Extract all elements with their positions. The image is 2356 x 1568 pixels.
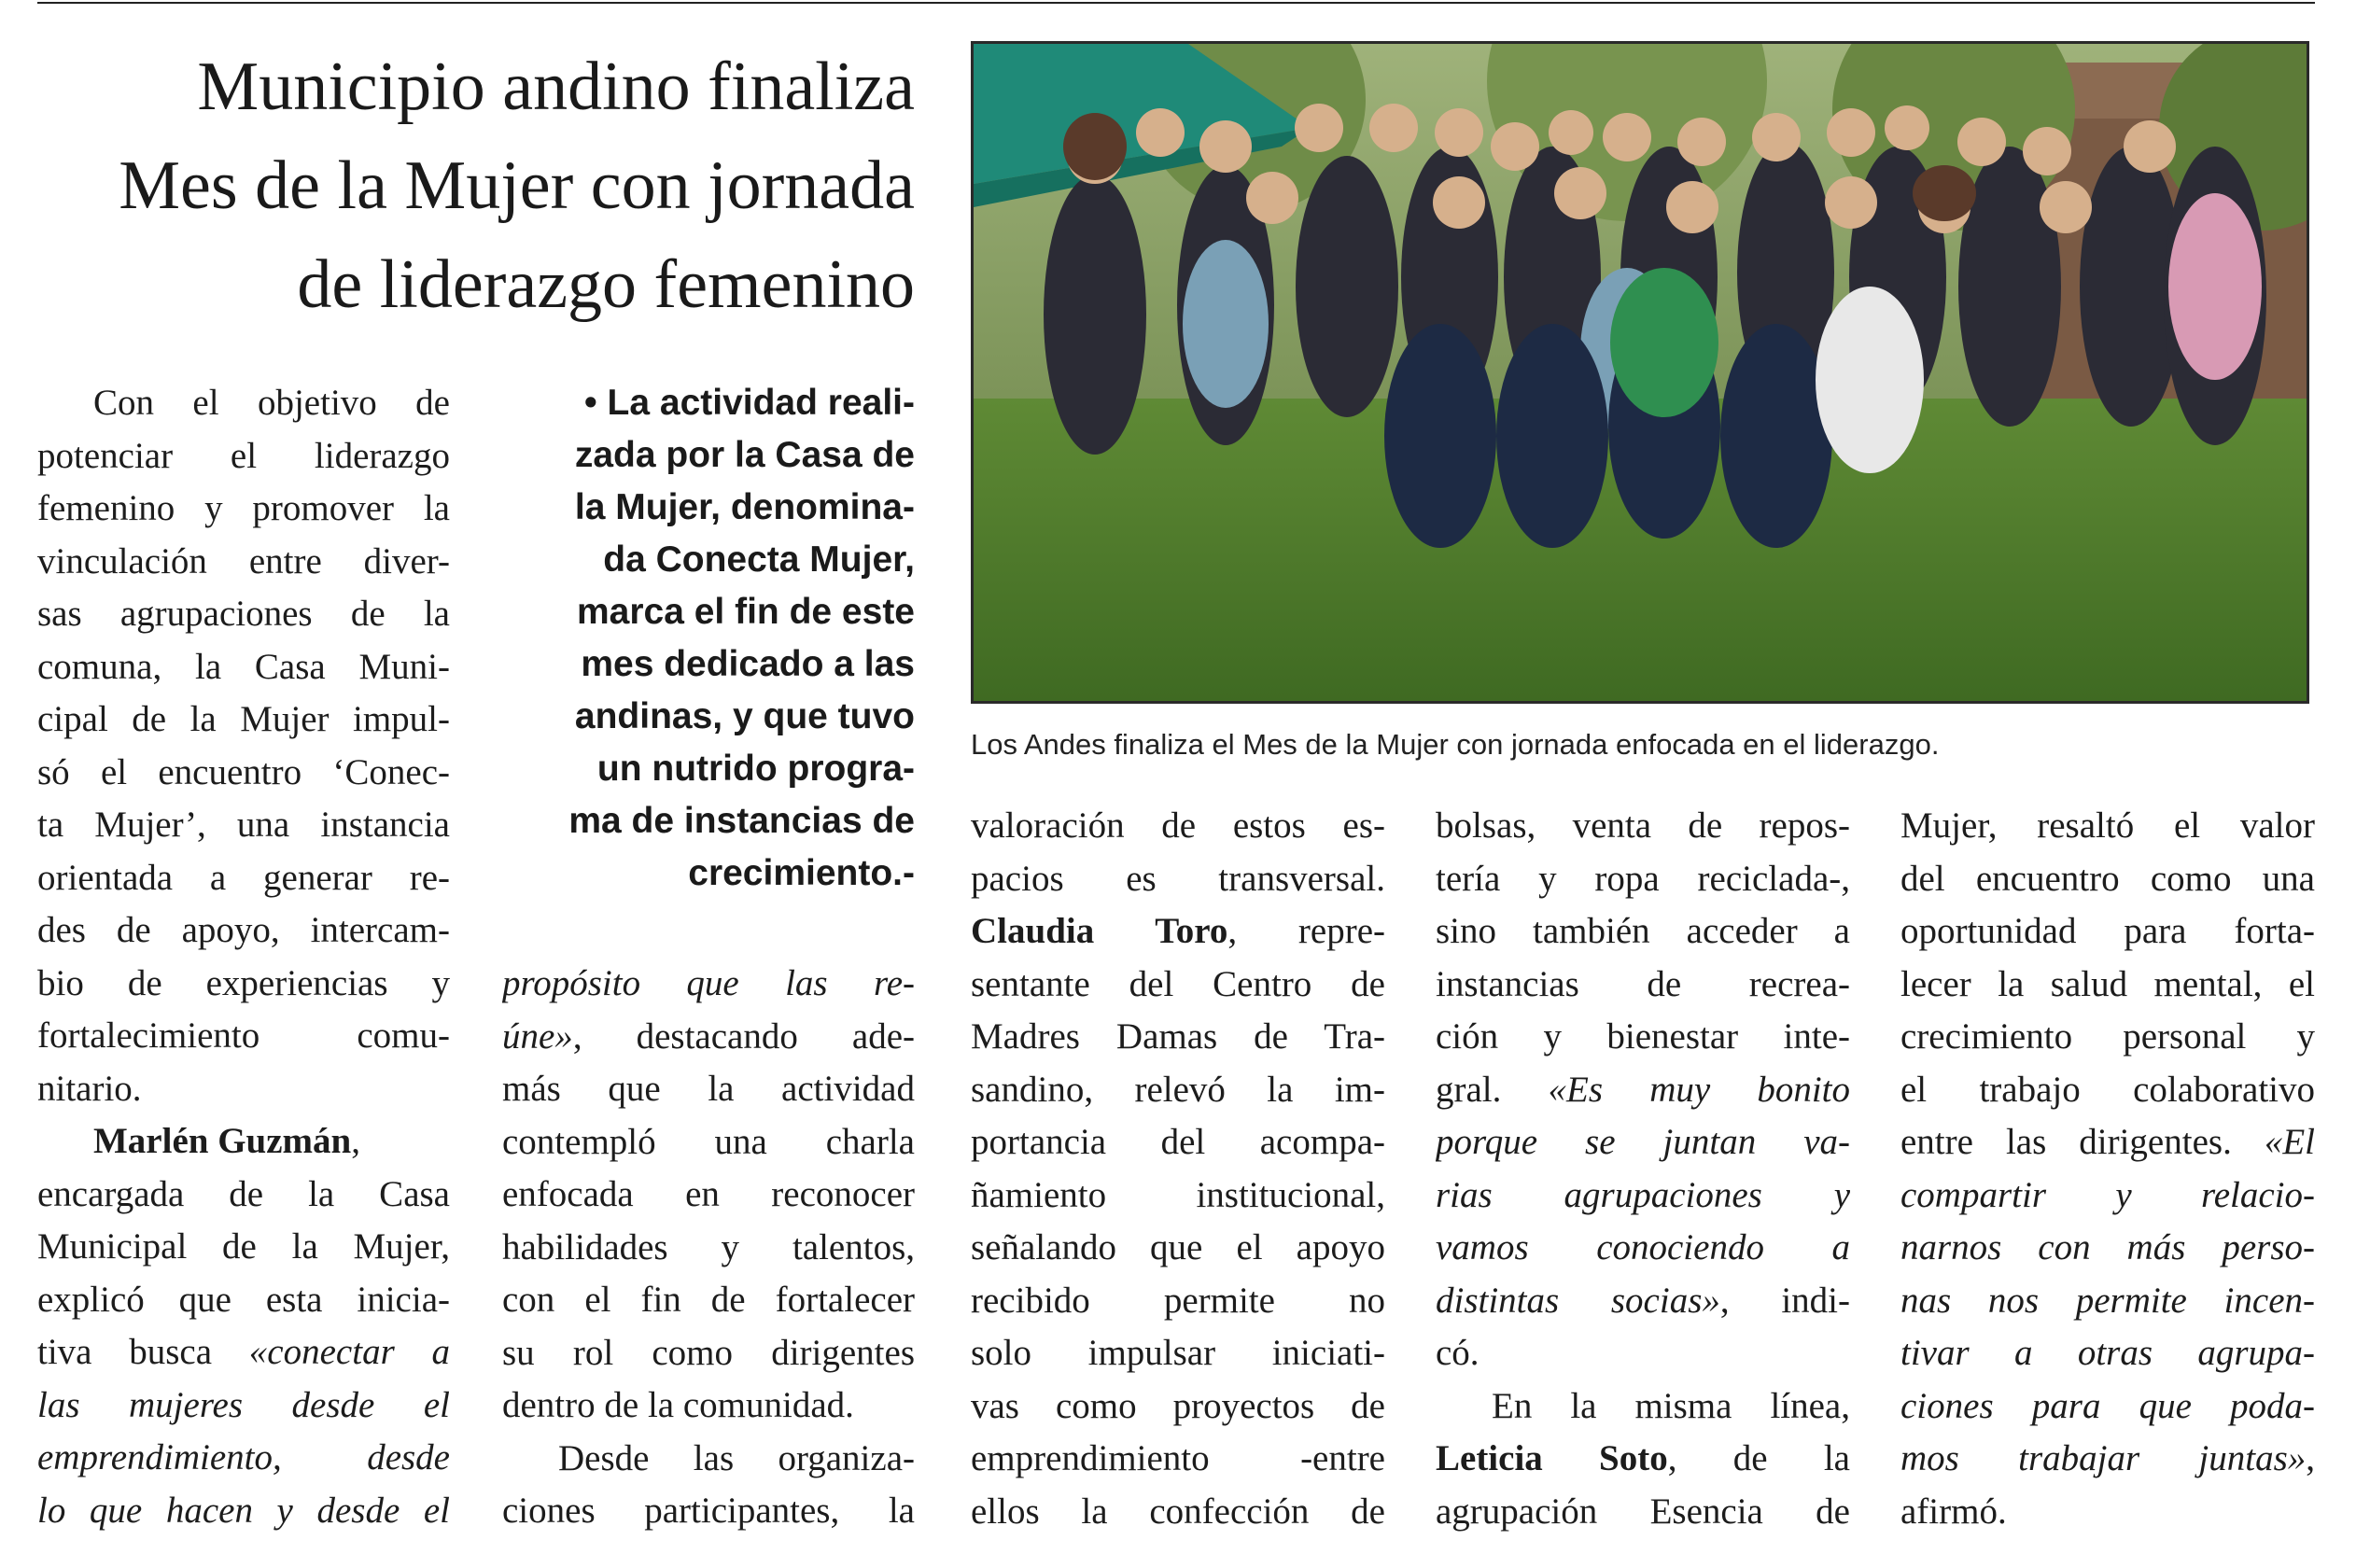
text-line: habilidades y talentos, <box>502 1226 915 1267</box>
pull-quote-line: zada por la Casa de <box>574 435 915 475</box>
text-line: lecer la salud mental, el <box>1900 963 2315 1004</box>
headline-line: Municipio andino finaliza <box>197 49 915 125</box>
pull-quote-line: andinas, y que tuvo <box>574 696 915 736</box>
headline <box>37 37 915 334</box>
text-line: instancias de recrea- <box>1436 963 1850 1004</box>
text-line: lo que hacen y desde el <box>37 1490 450 1531</box>
text-line: del encuentro como una <box>1900 858 2315 899</box>
text-line: tería y ropa reciclada-, <box>1436 858 1850 899</box>
text-line: enfocada en reconocer <box>502 1174 915 1214</box>
text-line: contempló una charla <box>502 1121 915 1162</box>
text-line: narnos con más perso- <box>1900 1227 2315 1267</box>
pull-quote-line: • La actividad reali- <box>584 383 915 423</box>
person-name: Marlén Guzmán <box>93 1121 352 1161</box>
photo-caption: Los Andes finaliza el Mes de la Mujer con jornada enfocada en el liderazgo. <box>971 728 1940 761</box>
text-line: tivar a otras agrupa- <box>1900 1333 2315 1373</box>
article-column-4 <box>1436 800 1850 1538</box>
text-line: Claudia Toro, repre- <box>971 911 1385 951</box>
pull-quote-line: ma de instancias de <box>568 801 915 841</box>
text-line: oportunidad para forta- <box>1900 911 2315 951</box>
top-rule <box>37 2 2315 4</box>
article-column-5 <box>1900 800 2315 1538</box>
text-line: emprendimiento -entre <box>971 1438 1385 1478</box>
text-line: vinculación entre diver- <box>37 540 450 581</box>
text-line: rias agrupaciones y <box>1436 1174 1850 1215</box>
person-name: Leticia Soto <box>1436 1438 1668 1478</box>
text-line: explicó que esta inicia- <box>37 1279 450 1320</box>
text-line: potenciar el liderazgo <box>37 435 450 476</box>
text-line: nitario. <box>37 1068 142 1109</box>
person-name: Claudia Toro <box>971 911 1228 951</box>
text-line: Municipal de la Mujer, <box>37 1226 450 1267</box>
group-photo-illustration <box>974 44 2307 701</box>
text-line: con el fin de fortalecer <box>502 1280 915 1320</box>
article-column-1 <box>37 377 450 1537</box>
text-line: porque se juntan va- <box>1436 1122 1850 1162</box>
text-line: En la misma línea, <box>1492 1385 1850 1426</box>
pull-quote-line: un nutrido progra- <box>596 749 915 789</box>
text-line: des de apoyo, intercam- <box>37 910 450 950</box>
text-line: Mujer, resaltó el valor <box>1900 805 2315 846</box>
text-line: ta Mujer’, una instancia <box>37 805 450 845</box>
article-column-3 <box>971 800 1385 1538</box>
text-line: Desde las organiza- <box>558 1437 915 1478</box>
text-line: fortalecimiento comu- <box>37 1015 450 1056</box>
text-line: pacios es transversal. <box>971 858 1385 899</box>
text-line: cipal de la Mujer impul- <box>37 699 450 739</box>
text-line: sas agrupaciones de la <box>37 594 450 634</box>
text-line: vas como proyectos de <box>971 1385 1385 1426</box>
text-line: crecimiento personal y <box>1900 1016 2315 1057</box>
text-line: mos trabajar juntas», <box>1900 1438 2315 1478</box>
news-photo <box>971 41 2309 704</box>
text-line: ciones para que poda- <box>1900 1385 2315 1426</box>
text-line: distintas socias», indi- <box>1436 1280 1850 1321</box>
text-line: nas nos permite incen- <box>1900 1280 2315 1321</box>
text-line: valoración de estos es- <box>971 805 1385 846</box>
text-line: femenino y promover la <box>37 488 450 528</box>
text-line: úne», destacando ade- <box>502 1015 915 1057</box>
headline-line: de liderazgo femenino <box>297 246 915 323</box>
text-line: có. <box>1436 1333 1480 1373</box>
pull-quote-line: da Conecta Mujer, <box>603 539 915 580</box>
text-line: afirmó. <box>1900 1491 2007 1532</box>
pull-quote-line: marca el fin de este <box>576 592 915 632</box>
pull-quote-line: crecimiento.- <box>688 853 915 893</box>
text-line: señalando que el apoyo <box>971 1227 1385 1267</box>
text-line: dentro de la comunidad. <box>502 1385 854 1425</box>
text-line: vamos conociendo a <box>1436 1227 1850 1267</box>
text-line: sandino, relevó la im- <box>971 1069 1385 1110</box>
text-line: tiva busca «conectar a <box>37 1332 450 1372</box>
pull-quote-line: la Mujer, denomina- <box>574 487 915 527</box>
pull-quote-line: mes dedicado a las <box>581 644 915 684</box>
text-line: Con el objetivo de <box>93 383 450 423</box>
text-line: bolsas, venta de repos- <box>1436 805 1850 846</box>
text-line: solo impulsar iniciati- <box>971 1333 1385 1373</box>
text-line: más que la actividad <box>502 1069 915 1109</box>
text-line: ñamiento institucional, <box>971 1174 1385 1215</box>
text-line: gral. «Es muy bonito <box>1436 1069 1850 1110</box>
text-line: su rol como dirigentes <box>502 1332 915 1373</box>
text-line: ción y bienestar inte- <box>1436 1016 1850 1057</box>
text-line: compartir y relacio- <box>1900 1174 2315 1215</box>
text-line: bio de experiencias y <box>37 962 450 1003</box>
text-line: agrupación Esencia de <box>1436 1491 1850 1532</box>
text-line: emprendimiento, desde <box>37 1437 450 1477</box>
text-line: ellos la confección de <box>971 1491 1385 1532</box>
text-line: orientada a generar re- <box>37 857 450 898</box>
text-line: Leticia Soto, de la <box>1436 1438 1850 1478</box>
text-line: el trabajo colaborativo <box>1900 1069 2315 1110</box>
text-line: Marlén Guzmán, <box>93 1121 360 1161</box>
text-line: recibido permite no <box>971 1280 1385 1321</box>
text-line: encargada de la Casa <box>37 1173 450 1214</box>
text-line: las mujeres desde el <box>37 1384 450 1425</box>
text-line: comuna, la Casa Muni- <box>37 646 450 687</box>
text-line: sentante del Centro de <box>971 963 1385 1004</box>
text-line: só el encuentro ‘Conec- <box>37 751 450 792</box>
text-line: portancia del acompa- <box>971 1122 1385 1162</box>
text-line: ciones participantes, la <box>502 1491 915 1531</box>
text-line: sino también acceder a <box>1436 911 1850 951</box>
pull-quote <box>485 377 915 900</box>
text-line: Madres Damas de Tra- <box>971 1016 1385 1057</box>
text-line: propósito que las re- <box>502 963 915 1003</box>
text-line: entre las dirigentes. «El <box>1900 1122 2315 1162</box>
article-column-2 <box>502 958 915 1538</box>
headline-line: Mes de la Mujer con jornada <box>119 147 915 224</box>
